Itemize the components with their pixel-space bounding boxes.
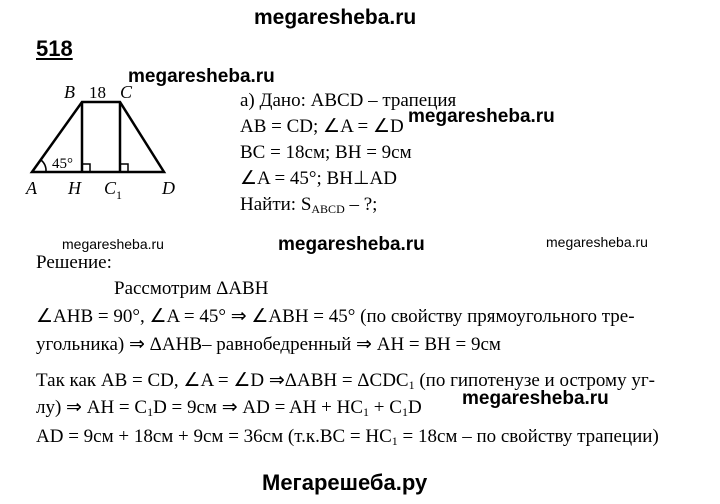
label-angle: 45° [52, 156, 73, 172]
given-line-2: AB = CD; ∠A = ∠D [240, 116, 404, 137]
solution-heading: Решение: [36, 252, 112, 273]
label-c: C [120, 82, 133, 102]
watermark-row-right: megaresheba.ru [546, 234, 648, 250]
label-top-base: 18 [89, 83, 106, 102]
trapezoid-figure [22, 80, 202, 220]
label-h: H [68, 178, 81, 198]
problem-number: 518 [36, 36, 73, 61]
label-a: A [26, 178, 37, 198]
given-line-1: а) Дано: ABCD – трапеция [240, 90, 457, 111]
solution-line-5: лу) ⇒ AH = $C_1D = 9см$ ⇒ AD = AH + $HC_1 + C_1D$ [36, 397, 422, 419]
solution-line-3: угольника) ⇒ ΔAHB– равнобедренный ⇒ AH = BH = 9см [36, 334, 501, 355]
solution-line-1: Рассмотрим ΔABH [114, 278, 269, 299]
label-b: B [64, 82, 75, 102]
watermark-near-figure: megaresheba.ru [128, 66, 275, 87]
given-line-5: Найти: $S_{ABCD}$ – ?; [240, 194, 378, 216]
label-d: D [162, 178, 175, 198]
watermark-right-given: megaresheba.ru [408, 106, 555, 127]
angle-arc [41, 160, 46, 172]
given-line-4: ∠A = 45°; BH⊥AD [240, 168, 397, 189]
watermark-row-center: megaresheba.ru [278, 234, 425, 255]
solution-line-2: ∠AHB = 90°, ∠A = 45° ⇒ ∠ABH = 45° (по свойству прямоугольного тре- [36, 306, 635, 327]
label-c1-sub: 1 [116, 188, 122, 202]
watermark-top: megaresheba.ru [254, 6, 417, 29]
solution-line-6: AD = 9см + 18см + 9см = 36см ($т.к.BC = HC_1 = 18см$ – по свойству трапеции) [36, 426, 659, 448]
watermark-solution-right: megaresheba.ru [462, 388, 609, 409]
watermark-footer: Мегарешеба.ру [262, 470, 428, 495]
watermark-row-left: megaresheba.ru [62, 236, 164, 252]
label-c1: C [104, 178, 117, 198]
solution-line-4: Так как AB = CD, ∠A = ∠D ⇒ΔABH = $\Delta CDC_1$ (по гипотенузе и острому уг- [36, 370, 655, 392]
given-line-3: BC = 18см; BH = 9см [240, 142, 412, 163]
